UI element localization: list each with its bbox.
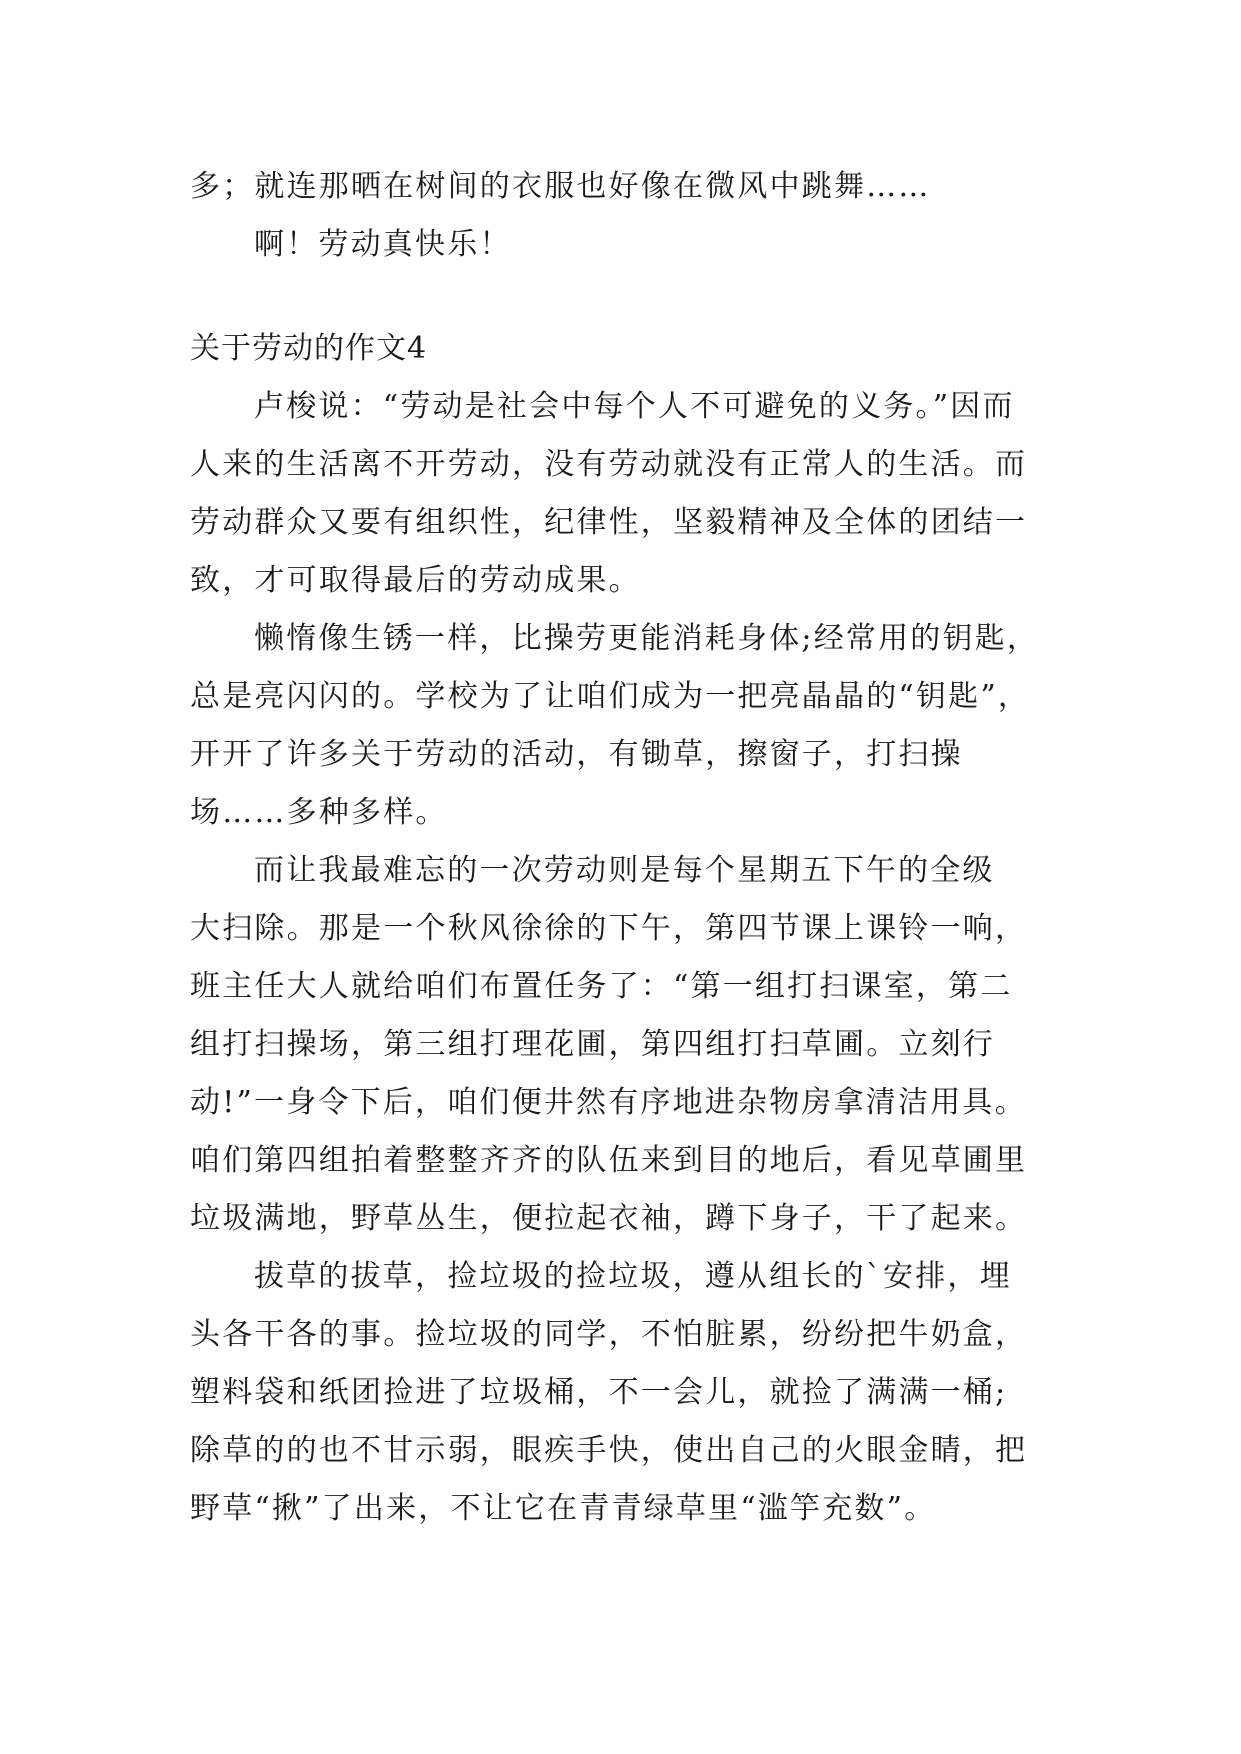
text-line: 大扫除。那是一个秋风徐徐的下午，第四节课上课铃一响，: [190, 911, 1028, 946]
text-line: 除草的的也不甘示弱，眼疾手快，使出自己的火眼金睛，把: [190, 1433, 1028, 1468]
text-line: 劳动群众又要有组织性，纪律性，坚毅精神及全体的团结一: [190, 505, 1028, 540]
text-line: 卢梭说：“劳动是社会中每个人不可避免的义务。”因而: [254, 389, 1015, 424]
document-page: [190, 158, 1075, 1538]
text-line: 懒惰像生锈一样，比操劳更能消耗身体;经常用的钥匙，: [254, 621, 1040, 656]
text-line: 场……多种多样。: [190, 795, 448, 830]
text-line: 人来的生活离不开劳动，没有劳动就没有正常人的生活。而: [190, 447, 1028, 482]
text-line: 班主任大人就给咱们布置任务了：“第一组打扫课室，第二: [190, 969, 1013, 1004]
section-title: 关于劳动的作文4: [190, 331, 428, 366]
text-line: 头各干各的事。捡垃圾的同学，不怕脏累，纷纷把牛奶盒，: [190, 1317, 1028, 1352]
text-line: 致，才可取得最后的劳动成果。: [190, 563, 641, 598]
text-line: 塑料袋和纸团捡进了垃圾桶，不一会儿，就捡了满满一桶;: [190, 1375, 1008, 1410]
text-line: 垃圾满地，野草丛生，便拉起衣袖，蹲下身子，干了起来。: [190, 1201, 1028, 1236]
text-line: 多；就连那晒在树间的衣服也好像在微风中跳舞……: [190, 169, 931, 204]
text-line: 组打扫操场，第三组打理花圃，第四组打扫草圃。立刻行: [190, 1027, 995, 1062]
text-line: 总是亮闪闪的。学校为了让咱们成为一把亮晶晶的“钥匙”，: [190, 679, 1031, 714]
text-line: 啊！劳动真快乐！: [254, 227, 512, 262]
text-line: 野草“揪”了出来，不让它在青青绿草里“滥竽充数”。: [190, 1491, 937, 1526]
text-line: 而让我最难忘的一次劳动则是每个星期五下午的全级: [254, 853, 995, 888]
section-gap: [190, 274, 1075, 320]
text-line: 拔草的拔草，捡垃圾的捡垃圾，遵从组长的`安排，埋: [254, 1259, 1012, 1294]
text-line: 动!”一身令下后，咱们便井然有序地进杂物房拿清洁用具。: [190, 1085, 1027, 1120]
text-line: 开开了许多关于劳动的活动，有锄草，擦窗子，打扫操: [190, 737, 963, 772]
text-line: 咱们第四组拍着整整齐齐的队伍来到目的地后，看见草圃里: [190, 1143, 1028, 1178]
